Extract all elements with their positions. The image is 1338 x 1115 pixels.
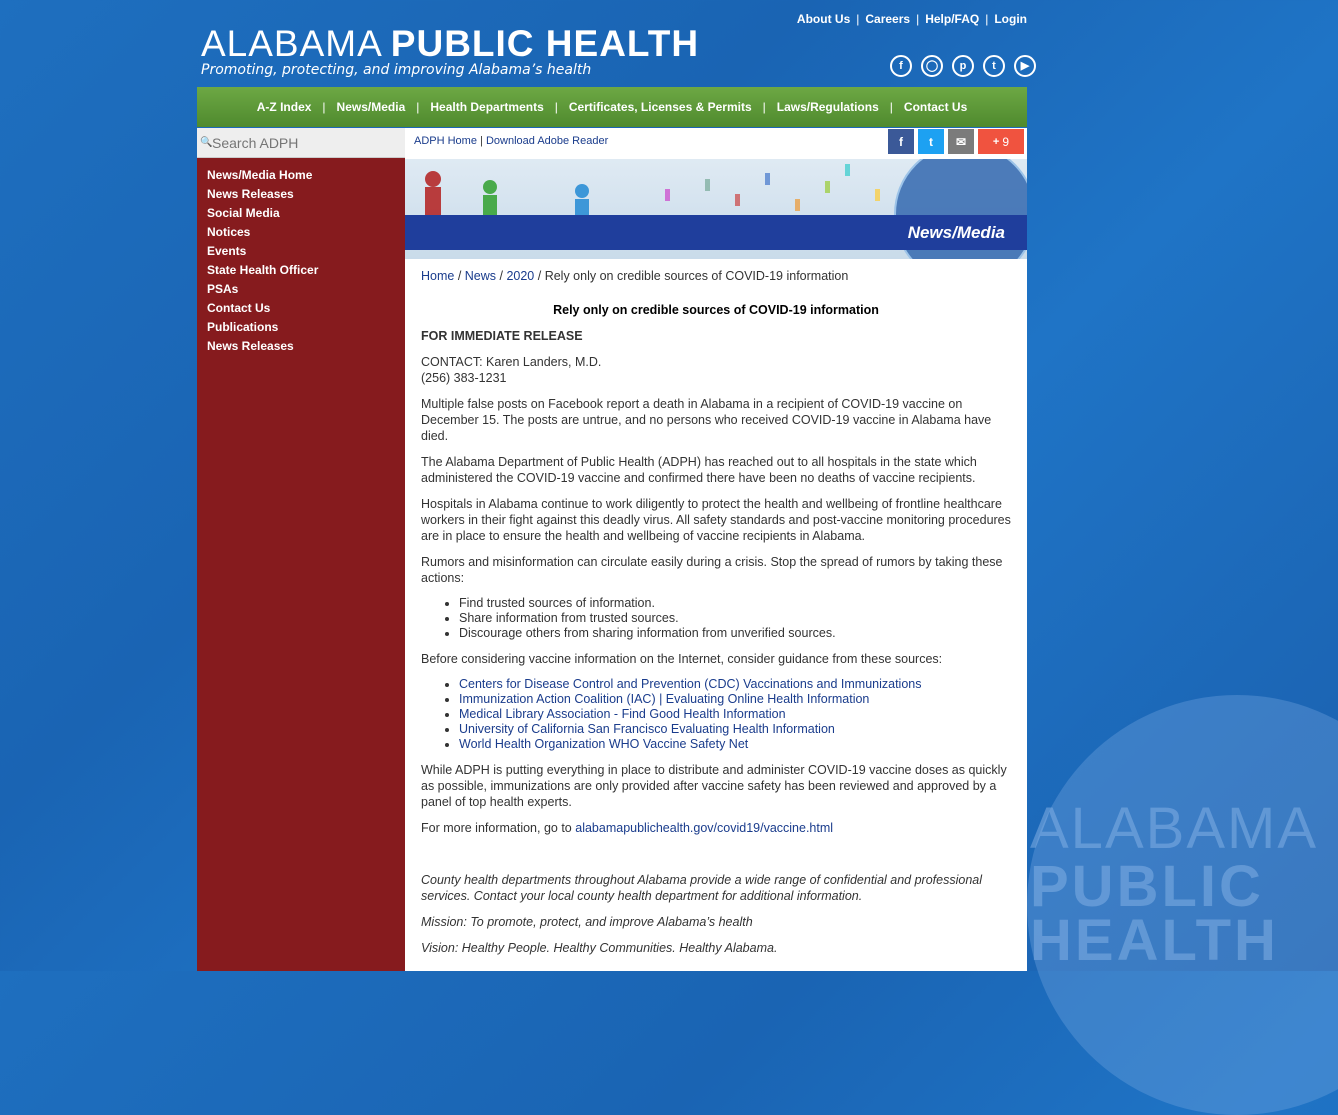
sidebar-item-publications[interactable]: Publications	[207, 320, 279, 334]
mission-statement: Mission: To promote, protect, and improve Alabama’s health	[421, 915, 753, 929]
share-facebook-icon[interactable]: f	[888, 129, 914, 154]
share-email-icon[interactable]: ✉	[948, 129, 974, 154]
content-top-links: ADPH Home | Download Adobe Reader	[414, 135, 609, 147]
sidebar-item-events[interactable]: Events	[207, 244, 247, 258]
source-link-cdc[interactable]: Centers for Disease Control and Prevention (CDC) Vaccinations and Immunizations	[459, 677, 922, 691]
vaccine-info-link[interactable]: alabamapublichealth.gov/covid19/vaccine.html	[575, 821, 834, 835]
nav-health-departments[interactable]: Health Departments	[430, 100, 544, 114]
search-input[interactable]	[212, 133, 397, 153]
article	[421, 268, 1011, 966]
sidebar-item-social-media[interactable]: Social Media	[207, 206, 280, 220]
source-link-who[interactable]: World Health Organization WHO Vaccine Safety Net	[459, 737, 749, 751]
paragraph-5: Before considering vaccine information on the Internet, consider guidance from these sources:	[421, 652, 943, 666]
logo-word-public-health: PUBLIC HEALTH	[390, 23, 700, 64]
sidebar-item-state-health-officer[interactable]: State Health Officer	[207, 263, 319, 277]
pinterest-icon[interactable]: p	[952, 55, 974, 77]
sidebar-item-psas[interactable]: PSAs	[207, 282, 239, 296]
sidebar-item-news-media-home[interactable]: News/Media Home	[207, 168, 313, 182]
breadcrumb-2020[interactable]: 2020	[506, 269, 535, 283]
search-box	[197, 128, 405, 158]
adph-home-link[interactable]: ADPH Home	[414, 135, 477, 147]
paragraph-1: Multiple false posts on Facebook report a death in Alabama in a recipient of COVID-19 vaccine on December 15. The posts are untrue, and no persons who received COVID-19 vaccine in Alabama have died.	[421, 397, 992, 443]
contact-name: CONTACT: Karen Landers, M.D.	[421, 355, 602, 369]
about-us-link[interactable]: About Us	[796, 12, 851, 26]
watermark-health: HEALTH	[1030, 908, 1279, 973]
sidebar-item-contact-us[interactable]: Contact Us	[207, 301, 271, 315]
breadcrumb-current: Rely only on credible sources of COVID-19 information	[544, 269, 849, 283]
breadcrumb: Home / News / 2020 / Rely only on credible sources of COVID-19 information	[421, 269, 849, 283]
source-link-mla[interactable]: Medical Library Association - Find Good Health Information	[459, 707, 786, 721]
main-nav: A-Z Index | News/Media | Health Departments | Certificates, Licenses & Permits | Laws/Regulations | Contact Us	[197, 87, 1027, 127]
contact-phone: (256) 383-1231	[421, 371, 507, 385]
share-buttons	[888, 129, 1024, 154]
article-title: Rely only on credible sources of COVID-19 information	[553, 303, 879, 317]
careers-link[interactable]: Careers	[865, 12, 911, 26]
facebook-icon[interactable]: f	[890, 55, 912, 77]
source-link-iac[interactable]: Immunization Action Coalition (IAC) | Evaluating Online Health Information	[459, 692, 870, 706]
sidebar-item-news-releases-2[interactable]: News Releases	[207, 339, 294, 353]
nav-certificates[interactable]: Certificates, Licenses & Permits	[568, 100, 752, 114]
help-faq-link[interactable]: Help/FAQ	[925, 12, 980, 26]
watermark-alabama: ALABAMA	[1030, 796, 1318, 861]
banner-title: News/Media	[907, 223, 1005, 242]
site-logo[interactable]	[201, 25, 699, 62]
nav-news-media[interactable]: News/Media	[336, 100, 406, 114]
list-item: • Share information from trusted sources.	[459, 611, 1011, 626]
list-item: • Discourage others from sharing information from unverified sources.	[459, 626, 1011, 641]
instagram-icon[interactable]: ◯	[921, 55, 943, 77]
share-count: 9	[1002, 134, 1010, 149]
login-link[interactable]: Login	[994, 12, 1027, 26]
sidebar	[197, 158, 405, 971]
county-note: County health departments throughout Alabama provide a wide range of confidential and professional services. Contact your local county health department for additional information.	[421, 873, 983, 903]
main-content	[405, 128, 1027, 971]
nav-az-index[interactable]: A-Z Index	[256, 100, 312, 114]
logo-word-alabama: ALABAMA	[201, 23, 383, 64]
site-tagline: Promoting, protecting, and improving Alabama’s health	[201, 62, 592, 78]
share-more-button[interactable]: + 9	[978, 129, 1024, 154]
more-info: For more information, go to alabamapublichealth.gov/covid19/vaccine.html	[421, 821, 834, 835]
list-item: • Find trusted sources of information.	[459, 596, 1011, 611]
actions-list	[421, 596, 1011, 641]
utility-links: About Us | Careers | Help/FAQ | Login	[796, 12, 1027, 26]
breadcrumb-news[interactable]: News	[464, 269, 497, 283]
twitter-icon[interactable]: t	[983, 55, 1005, 77]
paragraph-3: Hospitals in Alabama continue to work diligently to protect the health and wellbeing of frontline healthcare workers in their fight against this deadly virus. All safety standards and post-vaccine monitoring procedures are in place to ensure the health and wellbeing of vaccine recipients in Alabama.	[421, 497, 1011, 543]
nav-contact-us[interactable]: Contact Us	[903, 100, 968, 114]
sources-list	[421, 677, 1011, 752]
breadcrumb-home[interactable]: Home	[421, 269, 455, 283]
nav-laws-regulations[interactable]: Laws/Regulations	[776, 100, 879, 114]
social-links	[890, 55, 1036, 77]
contact-info	[421, 354, 1011, 386]
search-icon: 🔍	[200, 137, 213, 148]
paragraph-6: While ADPH is putting everything in place to distribute and administer COVID-19 vaccine doses as quickly as possible, immunizations are only provided after vaccine safety has been reviewed and approved by a panel of top health experts.	[421, 763, 1007, 809]
adobe-reader-link[interactable]: Download Adobe Reader	[485, 135, 609, 147]
watermark-public: PUBLIC	[1030, 854, 1264, 919]
paragraph-4: Rumors and misinformation can circulate easily during a crisis. Stop the spread of rumors by taking these actions:	[421, 555, 1003, 585]
paragraph-2: The Alabama Department of Public Health (ADPH) has reached out to all hospitals in the state which administered the COVID-19 vaccine and confirmed there have been no deaths of vaccine recipients.	[421, 455, 977, 485]
news-media-banner	[405, 159, 1027, 259]
release-label: FOR IMMEDIATE RELEASE	[421, 329, 583, 343]
sidebar-item-notices[interactable]: Notices	[207, 225, 251, 239]
vision-statement: Vision: Healthy People. Healthy Communities. Healthy Alabama.	[421, 941, 778, 955]
source-link-ucsf[interactable]: University of California San Francisco Evaluating Health Information	[459, 722, 835, 736]
youtube-icon[interactable]: ▶	[1014, 55, 1036, 77]
sidebar-item-news-releases[interactable]: News Releases	[207, 187, 294, 201]
share-twitter-icon[interactable]: t	[918, 129, 944, 154]
